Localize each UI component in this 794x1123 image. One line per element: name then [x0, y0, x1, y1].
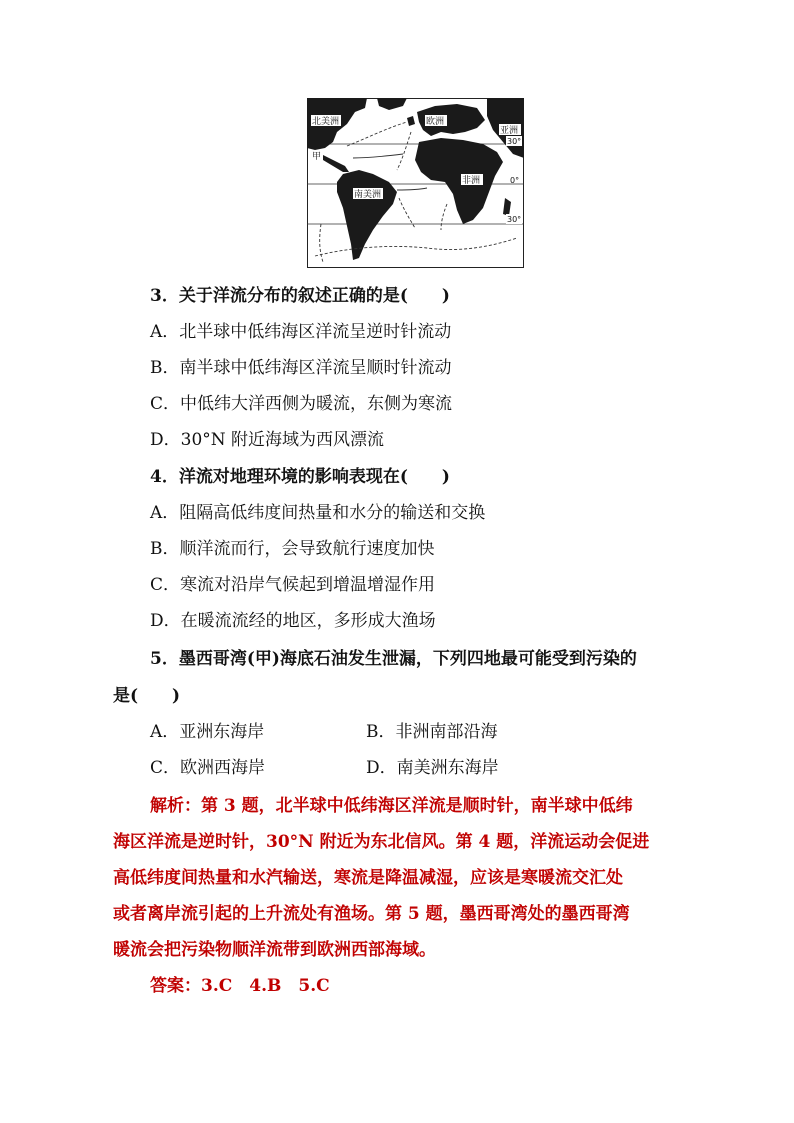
label-south-america: 南美洲 [354, 190, 382, 200]
question-3-option-c: C．中低纬大洋西侧为暖流，东侧为寒流 [150, 394, 453, 414]
label-lat30s: 30° [507, 215, 522, 224]
label-lat0: 0° [510, 176, 520, 185]
question-4-option-b: B．顺洋流而行，会导致航行速度加快 [150, 539, 435, 559]
analysis-line-3: 高低纬度间热量和水汽输送，寒流是降温减湿，应该是寒暖流交汇处 [113, 868, 623, 888]
ocean-current-map [307, 98, 524, 268]
question-5-stem-line2: 是( ) [113, 686, 181, 706]
label-africa: 非洲 [462, 176, 481, 186]
question-4-stem: 4．洋流对地理环境的影响表现在( ) [150, 467, 450, 487]
question-3-stem: 3．关于洋流分布的叙述正确的是( ) [150, 286, 450, 306]
question-3-option-a: A．北半球中低纬海区洋流呈逆时针流动 [150, 322, 452, 342]
analysis-line-1 [150, 795, 633, 817]
question-4-option-c: C．寒流对沿岸气候起到增温增湿作用 [150, 575, 436, 595]
map-svg [307, 98, 524, 268]
label-north-america: 北美洲 [312, 117, 340, 127]
question-4-option-d: D．在暖流流经的地区，多形成大渔场 [150, 611, 436, 631]
label-jia: 甲 [312, 152, 322, 162]
analysis-label: 解析： [150, 796, 201, 816]
answer-label: 答案： [150, 976, 201, 996]
label-asia: 亚洲 [500, 126, 519, 136]
question-5-option-c: C．欧洲西海岸 [150, 758, 266, 778]
question-5-stem-line1: 5．墨西哥湾(甲)海底石油发生泄漏，下列四地最可能受到污染的 [150, 649, 637, 669]
label-europe: 欧洲 [426, 117, 445, 127]
analysis-line-5: 暖流会把污染物顺洋流带到欧洲西部海域。 [113, 940, 436, 960]
answer-value: 3.C 4.B 5.C [201, 976, 330, 996]
question-3-option-d: D．30°N 附近海域为西风漂流 [150, 430, 385, 450]
question-5-option-a: A．亚洲东海岸 [150, 722, 265, 742]
question-5-option-d: D．南美洲东海岸 [366, 758, 499, 778]
analysis-text-1: 第 3 题，北半球中低纬海区洋流是顺时针，南半球中低纬 [201, 796, 633, 816]
answer-line [150, 975, 330, 997]
question-5-option-b: B．非洲南部沿海 [366, 722, 498, 742]
question-3-option-b: B．南半球中低纬海区洋流呈顺时针流动 [150, 358, 452, 378]
label-lat30n: 30° [507, 137, 522, 146]
analysis-line-2: 海区洋流是逆时针，30°N 附近为东北信风。第 4 题，洋流运动会促进 [113, 832, 650, 852]
question-4-option-a: A．阻隔高低纬度间热量和水分的输送和交换 [150, 503, 486, 523]
analysis-line-4: 或者离岸流引起的上升流处有渔场。第 5 题，墨西哥湾处的墨西哥湾 [113, 904, 630, 924]
